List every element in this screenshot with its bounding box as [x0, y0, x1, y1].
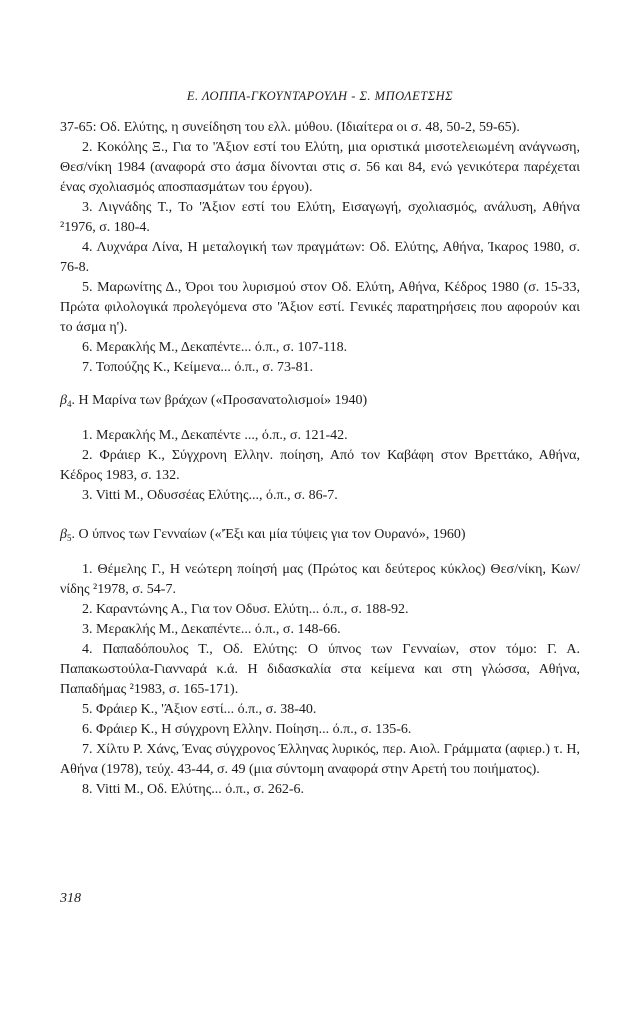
- running-header: Ε. ΛΟΠΠΑ-ΓΚΟΥΝΤΑΡΟΥΛΗ - Σ. ΜΠΟΛΕΤΣΗΣ: [186, 89, 454, 103]
- section-label: β: [60, 527, 67, 542]
- reference-item: 2. Φράιερ Κ., Σύγχρονη Ελλην. ποίηση, Από τον Καβάφη στον Βρεττάκο, Αθήνα, Κέδρος 1983, σ. 132.: [60, 448, 580, 483]
- reference-item: 4. Παπαδόπουλος Τ., Οδ. Ελύτης: Ο ύπνος των Γενναίων, στον τόμο: Γ. Α. Παπακωστούλα-Γιανναρά κ.ά. Η διδασκαλία στα κείμενα και στη γλώσσα, Αθήνα, Παπαδήμας ²1983, σ. 165-171).: [60, 642, 580, 697]
- reference-item: 37-65: Οδ. Ελύτης, η συνείδηση του ελλ. μύθου. (Ιδιαίτερα οι σ. 48, 50-2, 59-65).: [60, 120, 520, 135]
- reference-item: 6. Φράιερ Κ., Η σύγχρονη Ελλην. Ποίηση... ό.π., σ. 135-6.: [82, 722, 412, 737]
- reference-item: 2. Καραντώνης Α., Για τον Οδυσ. Ελύτη... ό.π., σ. 188-92.: [82, 602, 409, 617]
- section-label: β: [60, 393, 67, 408]
- reference-item: 3. Λιγνάδης Τ., Το 'Άξιον εστί του Ελύτη, Εισαγωγή, σχολιασμός, ανάλυση, Αθήνα ²1976, σ. 180-4.: [60, 200, 580, 235]
- reference-item: 1. Θέμελης Γ., Η νεώτερη ποίησή μας (Πρώτος και δεύτερος κύκλος) Θεσ/νίκη, Κων/νίδης ²1978, σ. 54-7.: [60, 562, 580, 597]
- section-label-sub: 5: [66, 533, 72, 543]
- section-title: . Η Μαρίνα των βράχων («Προσανατολισμοί» 1940): [71, 393, 368, 408]
- reference-item: 3. Vitti M., Οδυσσέας Ελύτης..., ό.π., σ. 86-7.: [82, 488, 338, 503]
- reference-item: 6. Μερακλής Μ., Δεκαπέντε... ό.π., σ. 107-118.: [82, 340, 348, 355]
- reference-item: 8. Vitti M., Οδ. Ελύτης... ό.π., σ. 262-6.: [82, 782, 305, 797]
- page-number: 318: [60, 891, 81, 906]
- section-b5-references: [60, 560, 580, 800]
- intro-references: [60, 118, 580, 378]
- reference-item: 7. Τοπούζης Κ., Κείμενα... ό.π., σ. 73-81.: [82, 360, 314, 375]
- reference-item: 2. Κοκόλης Ξ., Για το 'Άξιον εστί του Ελύτη, μια οριστικά μισοτελειωμένη ανάγνωση, Θεσ/νίκη 1984 (αναφορά στο άσμα δίνονται στις σ. 56 και 84, ενώ γενικότερα παρέχεται ένας σχολιασμός αποσπασμάτων του έργου).: [60, 140, 580, 195]
- section-heading-b5: [60, 525, 580, 548]
- section-b4-references: [60, 426, 580, 506]
- section-label-sub: 4: [66, 399, 72, 409]
- reference-item: 5. Μαρωνίτης Δ., Όροι του λυρισμού στον Οδ. Ελύτη, Αθήνα, Κέδρος 1980 (σ. 15-33, Πρώτα φιλολογικά προλεγόμενα στο 'Άξιον εστί. Γενικές παρατηρήσεις που αφορούν και το άσμα η').: [60, 280, 580, 335]
- reference-item: 3. Μερακλής Μ., Δεκαπέντε... ό.π., σ. 148-66.: [82, 622, 341, 637]
- reference-item: 5. Φράιερ Κ., 'Άξιον εστί... ό.π., σ. 38-40.: [82, 702, 317, 717]
- reference-item: 4. Λυχνάρα Λίνα, Η μεταλογική των πραγμάτων: Οδ. Ελύτης, Αθήνα, Ίκαρος 1980, σ. 76-8.: [60, 240, 580, 275]
- page-content: [60, 118, 580, 800]
- reference-item: 1. Μερακλής Μ., Δεκαπέντε ..., ό.π., σ. 121-42.: [82, 428, 348, 443]
- reference-item: 7. Χίλτυ Ρ. Χάνς, Ένας σύγχρονος Έλληνας λυρικός, περ. Αιολ. Γράμματα (αφιερ.) τ. Η, Αθήνα (1978), τεύχ. 43-44, σ. 49 (μια σύντομη αναφορά στην Αρετή του ποιήματος).: [60, 742, 580, 777]
- section-heading-b4: [60, 391, 580, 414]
- section-title: . Ο ύπνος των Γενναίων («'Έξι και μία τύψεις για τον Ουρανό», 1960): [71, 527, 466, 542]
